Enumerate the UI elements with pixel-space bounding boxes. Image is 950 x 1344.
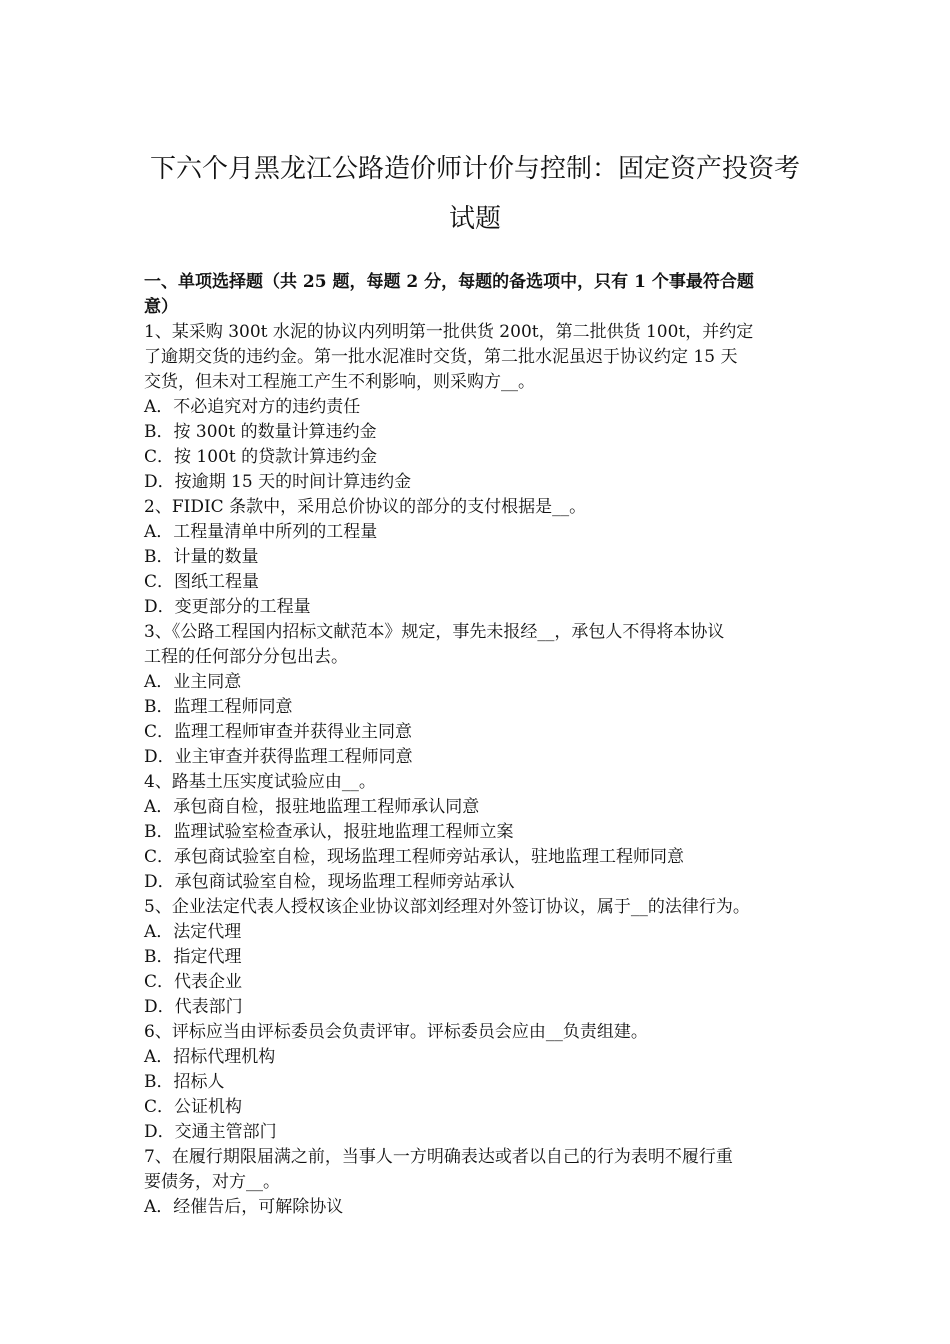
question-stem-line: 7、在履行期限届满之前，当事人一方明确表达或者以自己的行为表明不履行重 — [144, 1147, 733, 1167]
question-option: D．变更部分的工程量 — [144, 597, 311, 617]
question-stem-line: 5、企业法定代表人授权该企业协议部刘经理对外签订协议，属于__的法律行为。 — [144, 897, 750, 917]
question-stem-line: 交货，但未对工程施工产生不利影响，则采购方__。 — [144, 372, 535, 392]
question-option: C．公证机构 — [144, 1097, 243, 1117]
question-option: C．图纸工程量 — [144, 572, 260, 592]
question-option: A．经催告后，可解除协议 — [144, 1197, 344, 1217]
document-title-line-1: 下六个月黑龙江公路造价师计价与控制：固定资产投资考 — [149, 154, 800, 184]
question-option: C．按 100t 的贷款计算违约金 — [144, 447, 378, 467]
question-2 — [144, 495, 812, 620]
question-option: A．招标代理机构 — [144, 1047, 276, 1067]
question-option: A．法定代理 — [144, 922, 242, 942]
question-option: A．业主同意 — [144, 672, 242, 692]
question-stem-line: 6、评标应当由评标委员会负责评审。评标委员会应由__负责组建。 — [144, 1022, 648, 1042]
question-stem-line: 4、路基土压实度试验应由__。 — [144, 772, 376, 792]
question-3 — [144, 620, 812, 770]
question-option: C．监理工程师审查并获得业主同意 — [144, 722, 413, 742]
section-heading — [144, 270, 812, 320]
question-stem-line: 3、《公路工程国内招标文献范本》规定，事先未报经__，承包人不得将本协议 — [144, 622, 725, 642]
question-5 — [144, 895, 812, 1020]
question-option: D．业主审查并获得监理工程师同意 — [144, 747, 413, 767]
question-7 — [144, 1145, 812, 1220]
question-option: B．招标人 — [144, 1072, 225, 1092]
question-1 — [144, 320, 812, 495]
question-option: B．监理工程师同意 — [144, 697, 293, 717]
question-stem-line: 2、FIDIC 条款中，采用总价协议的部分的支付根据是__。 — [144, 497, 587, 517]
question-option: A．不必追究对方的违约责任 — [144, 397, 361, 417]
question-stem-line: 了逾期交货的违约金。第一批水泥准时交货，第二批水泥虽迟于协议约定 15 天 — [144, 347, 738, 367]
question-option: D．承包商试验室自检，现场监理工程师旁站承认 — [144, 872, 515, 892]
section-heading-line-2: 意） — [144, 297, 178, 317]
question-option: B．按 300t 的数量计算违约金 — [144, 422, 377, 442]
question-4 — [144, 770, 812, 895]
question-option: D．按逾期 15 天的时间计算违约金 — [144, 472, 412, 492]
question-option: A．工程量清单中所列的工程量 — [144, 522, 378, 542]
question-stem-line: 1、某采购 300t 水泥的协议内列明第一批供货 200t，第二批供货 100t，并约定 — [144, 322, 754, 342]
question-option: D．交通主管部门 — [144, 1122, 277, 1142]
question-option: B．指定代理 — [144, 947, 242, 967]
question-option: B．监理试验室检查承认，报驻地监理工程师立案 — [144, 822, 514, 842]
question-option: C．承包商试验室自检，现场监理工程师旁站承认，驻地监理工程师同意 — [144, 847, 685, 867]
question-option: B．计量的数量 — [144, 547, 259, 567]
question-option: A．承包商自检，报驻地监理工程师承认同意 — [144, 797, 480, 817]
question-6 — [144, 1020, 812, 1145]
document-title-line-2: 试题 — [448, 204, 501, 234]
document-body — [144, 270, 812, 1220]
question-option: C．代表企业 — [144, 972, 243, 992]
section-heading-line-1: 一、单项选择题（共 25 题，每题 2 分，每题的备选项中，只有 1 个事最符合题 — [144, 272, 754, 292]
question-stem-line: 工程的任何部分分包出去。 — [144, 647, 348, 667]
question-option: D．代表部门 — [144, 997, 243, 1017]
question-stem-line: 要债务，对方__。 — [144, 1172, 280, 1192]
